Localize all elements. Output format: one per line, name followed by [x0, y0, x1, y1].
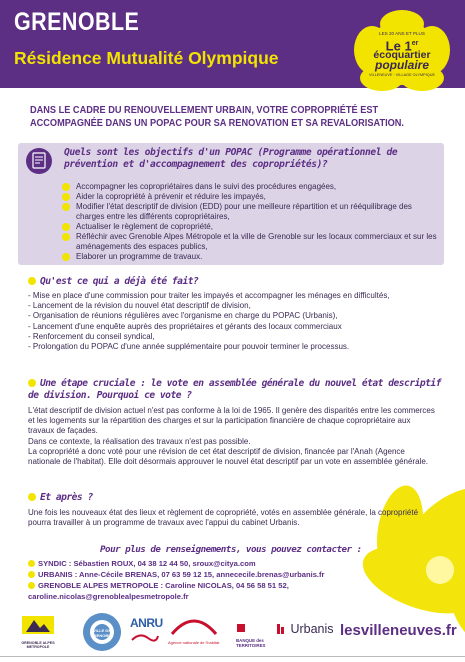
- objective-item: [72, 222, 442, 232]
- vote-body: [28, 406, 438, 467]
- after-heading: [28, 492, 228, 504]
- objective-text: Actualiser le règlement de copropriété,: [76, 222, 213, 231]
- badge-line-1-main: Le 1: [385, 38, 412, 54]
- contact-line: [28, 591, 358, 602]
- objective-text: Accompagner les copropriétaires dans le suivi des procédures engagées,: [76, 182, 337, 191]
- bullet-flower-icon: [62, 203, 70, 211]
- ville-grenoble-logo: [82, 612, 122, 652]
- objective-item: [72, 182, 442, 192]
- vote-heading: [28, 378, 448, 402]
- city-title: GRENOBLE: [14, 8, 140, 36]
- vote-paragraph: Dans ce contexte, la réalisation des travaux n'est pas possible.: [28, 436, 251, 446]
- done-line: - Organisation de réunions régulières avec l'organisme en charge du POPAC (Urbanis),: [28, 311, 338, 321]
- contact-metropole-email: caroline.nicolas@grenoblealpesmetropole.fr: [28, 592, 189, 601]
- anru-shape-icon: [130, 630, 160, 644]
- objective-item: [72, 252, 442, 262]
- objective-text: Réfléchir avec Grenoble Alpes Métropole et la ville de Grenoble sur les locaux commerciaux et sur les aménagements des espaces publics,: [76, 232, 437, 251]
- website-link[interactable]: lesvilleneuves.fr: [340, 622, 457, 639]
- intro-text: DANS LE CADRE DU RENOUVELLEMENT URBAIN, VOTRE COPROPRIÉTÉ EST ACCOMPAGNÉE DANS UN POPAC POUR SA RENOVATION ET SA REVALORISATION.: [30, 105, 404, 129]
- after-text: Une fois les nouveaux état des lieux et règlement de copropriété, votés en assemblée générale, la copropriété pourra travailler à un programme de travaux avec l'appui du cabinet Urbanis.: [28, 508, 419, 528]
- after-title: Et après ?: [40, 492, 93, 503]
- done-line: - Mise en place d'une commission pour traiter les impayés et accompagner les ménages en difficultés,: [28, 291, 390, 300]
- after-body: [28, 508, 438, 528]
- contact-line: [28, 580, 358, 591]
- urbanis-logo: [276, 620, 336, 644]
- done-title: Qu'est ce qui a déjà été fait?: [40, 276, 199, 287]
- bullet-flower-icon: [28, 560, 35, 567]
- vote-paragraph: L'état descriptif de division actuel n'est pas conforme à la loi de 1965. Il genère des disparités entre les commerces et les logements sur la répartition des charges et sur la participation financière de chaque copropriétaire aux travaux de façades.: [28, 406, 435, 436]
- contact-syndic: SYNDIC : Sébastien ROUX, 04 38 12 44 50, sroux@citya.com: [38, 559, 256, 568]
- bullet-flower-icon: [62, 223, 70, 231]
- contact-line: [28, 569, 358, 580]
- contact-heading: Pour plus de renseignements, vous pouvez contacter :: [100, 544, 362, 555]
- metropole-shape-icon: [18, 614, 58, 636]
- banque-territoires-logo-text: BANQUE des TERRITOIRES: [236, 638, 266, 648]
- metropole-logo: [18, 614, 58, 648]
- urbanis-bar-icon: [276, 622, 286, 636]
- ville-grenoble-logo-text: VILLE DE GRENOBLE: [90, 628, 114, 638]
- vote-paragraph: La copropriété a donc voté pour une révision de cet état descriptif de division, financée par l'Anah (Agence nationale de l'habitat). Elle doit désormais approuver le nouvel état descriptif par un vote en assemblée générale.: [28, 446, 428, 467]
- banque-territoires-logo: [236, 620, 272, 646]
- territoires-square-icon: [236, 623, 246, 633]
- contact-list: [28, 558, 358, 602]
- residence-subtitle: Résidence Mutualité Olympique: [14, 48, 279, 68]
- objectives-title: Quels sont les objectifs d'un POPAC (Programme opérationnel de prévention et d'accompagnement des copropriétés)?: [64, 147, 398, 170]
- bullet-flower-icon: [28, 582, 35, 589]
- bullet-flower-icon: [62, 183, 70, 191]
- objective-item: [72, 192, 442, 202]
- done-line: - Lancement d'une enquête auprès des propriétaires et gérants des locaux commerciaux: [28, 321, 342, 331]
- bullet-flower-icon: [62, 233, 70, 241]
- bullet-flower-icon: [28, 277, 36, 285]
- urbanis-logo-text: Urbanis: [290, 621, 334, 636]
- bullet-flower-icon: [62, 193, 70, 201]
- bullet-flower-icon: [28, 379, 36, 387]
- badge-bottom-text: VILLENEUVE · VILLAGE OLYMPIQUE: [369, 73, 435, 77]
- bottom-divider: [0, 656, 465, 662]
- done-list: [28, 291, 433, 352]
- bullet-flower-icon: [28, 493, 36, 501]
- bullet-flower-icon: [28, 571, 35, 578]
- vote-title: Une étape cruciale : le vote en assemblée générale du nouvel état descriptif de division. Pourquoi ce vote ?: [28, 378, 441, 401]
- objective-item: [72, 232, 442, 252]
- badge-line-2: écoquartier: [373, 49, 431, 61]
- objective-item: [72, 202, 442, 222]
- done-line: - Lancement de la révision du nouvel état descriptif de division,: [28, 301, 251, 311]
- contact-metropole: GRENOBLE ALPES METROPOLE : Caroline NICOLAS, 04 56 58 51 52,: [38, 581, 289, 590]
- contact-urbanis: URBANIS : Anne-Cécile BRENAS, 07 63 59 12 15, annececile.brenas@urbanis.fr: [38, 570, 325, 579]
- ecoquartier-badge: [352, 10, 452, 92]
- metropole-logo-text: GRENOBLE ALPES METROPOLE: [21, 641, 55, 649]
- document-icon: [26, 147, 52, 175]
- anru-logo-text: ANRU: [130, 616, 163, 630]
- done-line: - Prolongation du POPAC d'une année supplémentaire pour pouvoir terminer le processus.: [28, 342, 350, 352]
- anru-logo: [130, 616, 164, 650]
- anah-logo: [168, 614, 220, 652]
- objective-text: Aider la copropriété à prévenir et réduire les impayés,: [76, 192, 266, 201]
- bullet-flower-icon: [62, 253, 70, 261]
- objective-text: Modifier l'état descriptif de division (EDD) pour une meilleure répartition et un rééquilibrage des charges entre les différents copropriétaires,: [76, 202, 412, 221]
- badge-top-text: LES 20 ANS ET PLUS: [379, 31, 425, 36]
- badge-line-3: populaire: [374, 58, 429, 72]
- badge-line-1-sup: er: [411, 40, 419, 47]
- contact-line: [28, 558, 358, 569]
- anah-logo-text: Agence nationale de l'habitat: [168, 640, 220, 645]
- objectives-list: [72, 182, 442, 262]
- done-heading: [28, 276, 448, 288]
- anah-arc-icon: [168, 614, 220, 636]
- objective-text: Elaborer un programme de travaux.: [76, 252, 203, 261]
- done-line: - Renforcement du conseil syndical,: [28, 331, 155, 341]
